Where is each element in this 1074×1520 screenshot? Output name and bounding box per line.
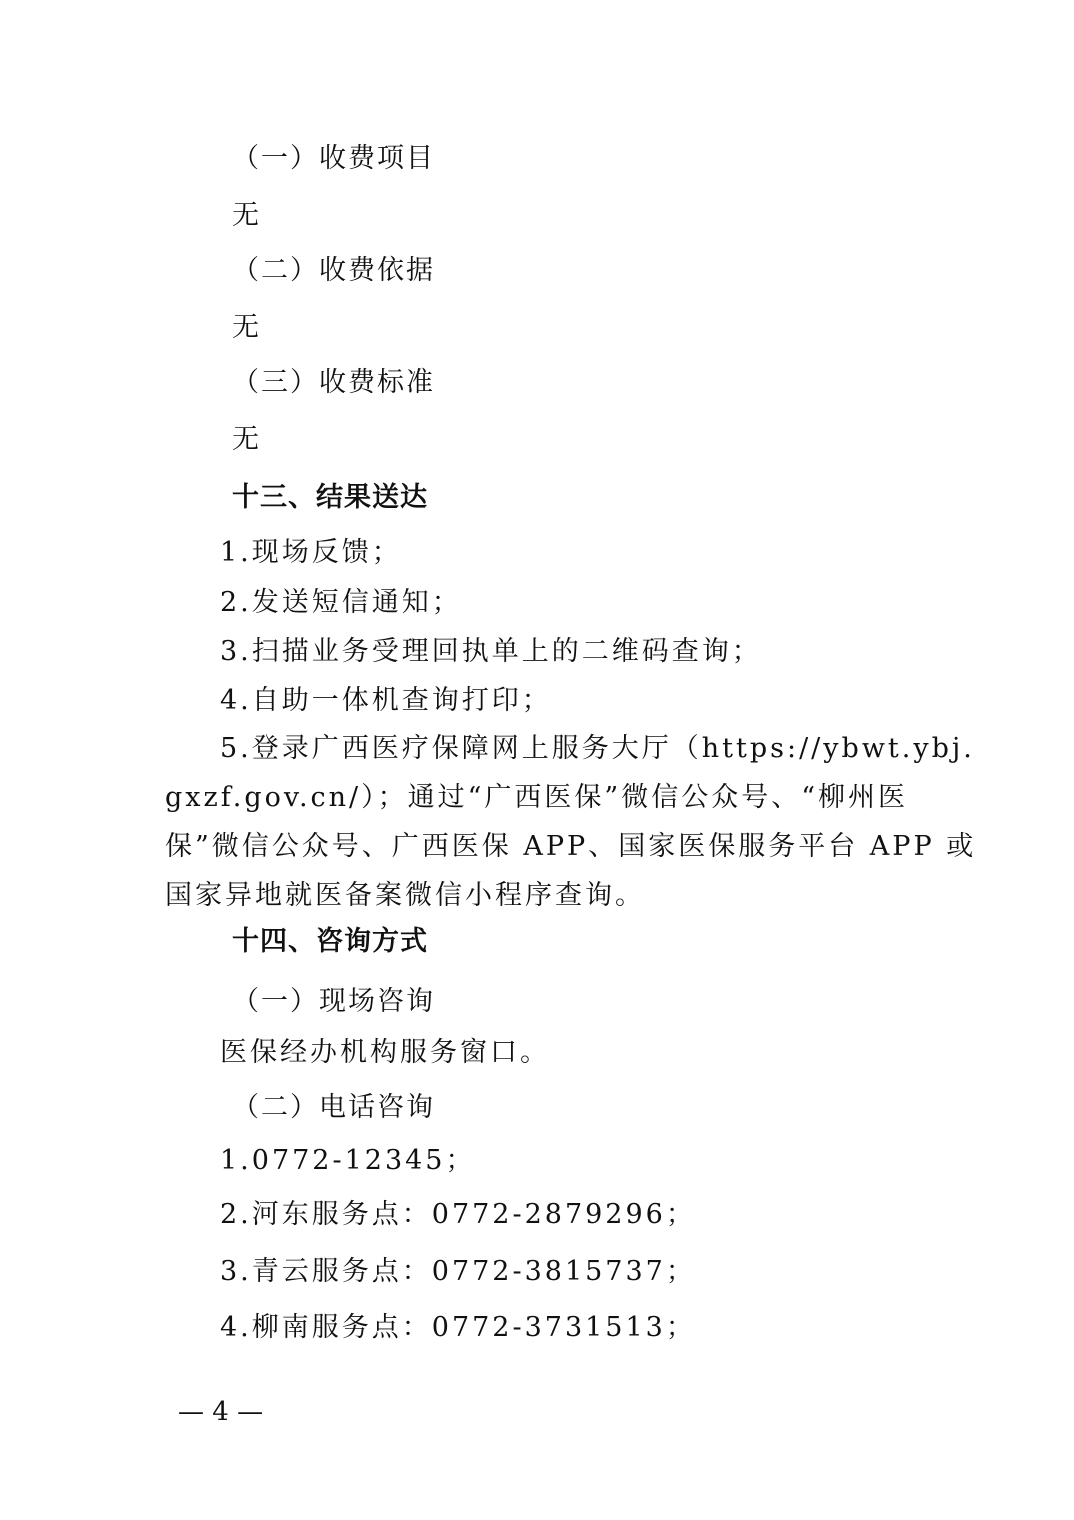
section13-item5-line: 保”微信公众号、广西医保 APP、国家医保服务平台 APP 或 <box>165 831 977 862</box>
phone-consult-item: 2.河东服务点：0772-2879296； <box>220 1199 696 1230</box>
onsite-consult-heading: （一）现场咨询 <box>232 986 435 1017</box>
section13-item: 1.现场反馈； <box>220 537 402 568</box>
page-number: — 4 — <box>178 1397 264 1427</box>
section13-item: 4.自助一体机查询打印； <box>220 685 552 716</box>
section13-item5-line: 5.登录广西医疗保障网上服务大厅（https://ybwt.ybj. <box>220 733 975 764</box>
onsite-consult-text: 医保经办机构服务窗口。 <box>220 1037 550 1068</box>
section13-item: 2.发送短信通知； <box>220 587 462 618</box>
section13-title: 十三、结果送达 <box>232 482 428 513</box>
phone-consult-item: 4.柳南服务点：0772-3731513； <box>220 1312 696 1343</box>
phone-consult-heading: （二）电话咨询 <box>232 1092 435 1123</box>
phone-consult-item: 1.0772-12345； <box>220 1145 476 1176</box>
fee-standard-heading: （三）收费标准 <box>232 367 435 398</box>
fee-standard-value: 无 <box>232 424 262 455</box>
section13-item5-line: 国家异地就医备案微信小程序查询。 <box>165 880 645 911</box>
fee-basis-heading: （二）收费依据 <box>232 255 435 286</box>
section14-title: 十四、咨询方式 <box>232 926 428 957</box>
fee-item-value: 无 <box>232 200 262 231</box>
phone-consult-item: 3.青云服务点：0772-3815737； <box>220 1256 696 1287</box>
section13-item5-line: gxzf.gov.cn/）；通过“广西医保”微信公众号、“柳州医 <box>165 782 909 813</box>
fee-basis-value: 无 <box>232 312 262 343</box>
section13-item: 3.扫描业务受理回执单上的二维码查询； <box>220 636 762 667</box>
fee-item-heading: （一）收费项目 <box>232 143 435 174</box>
